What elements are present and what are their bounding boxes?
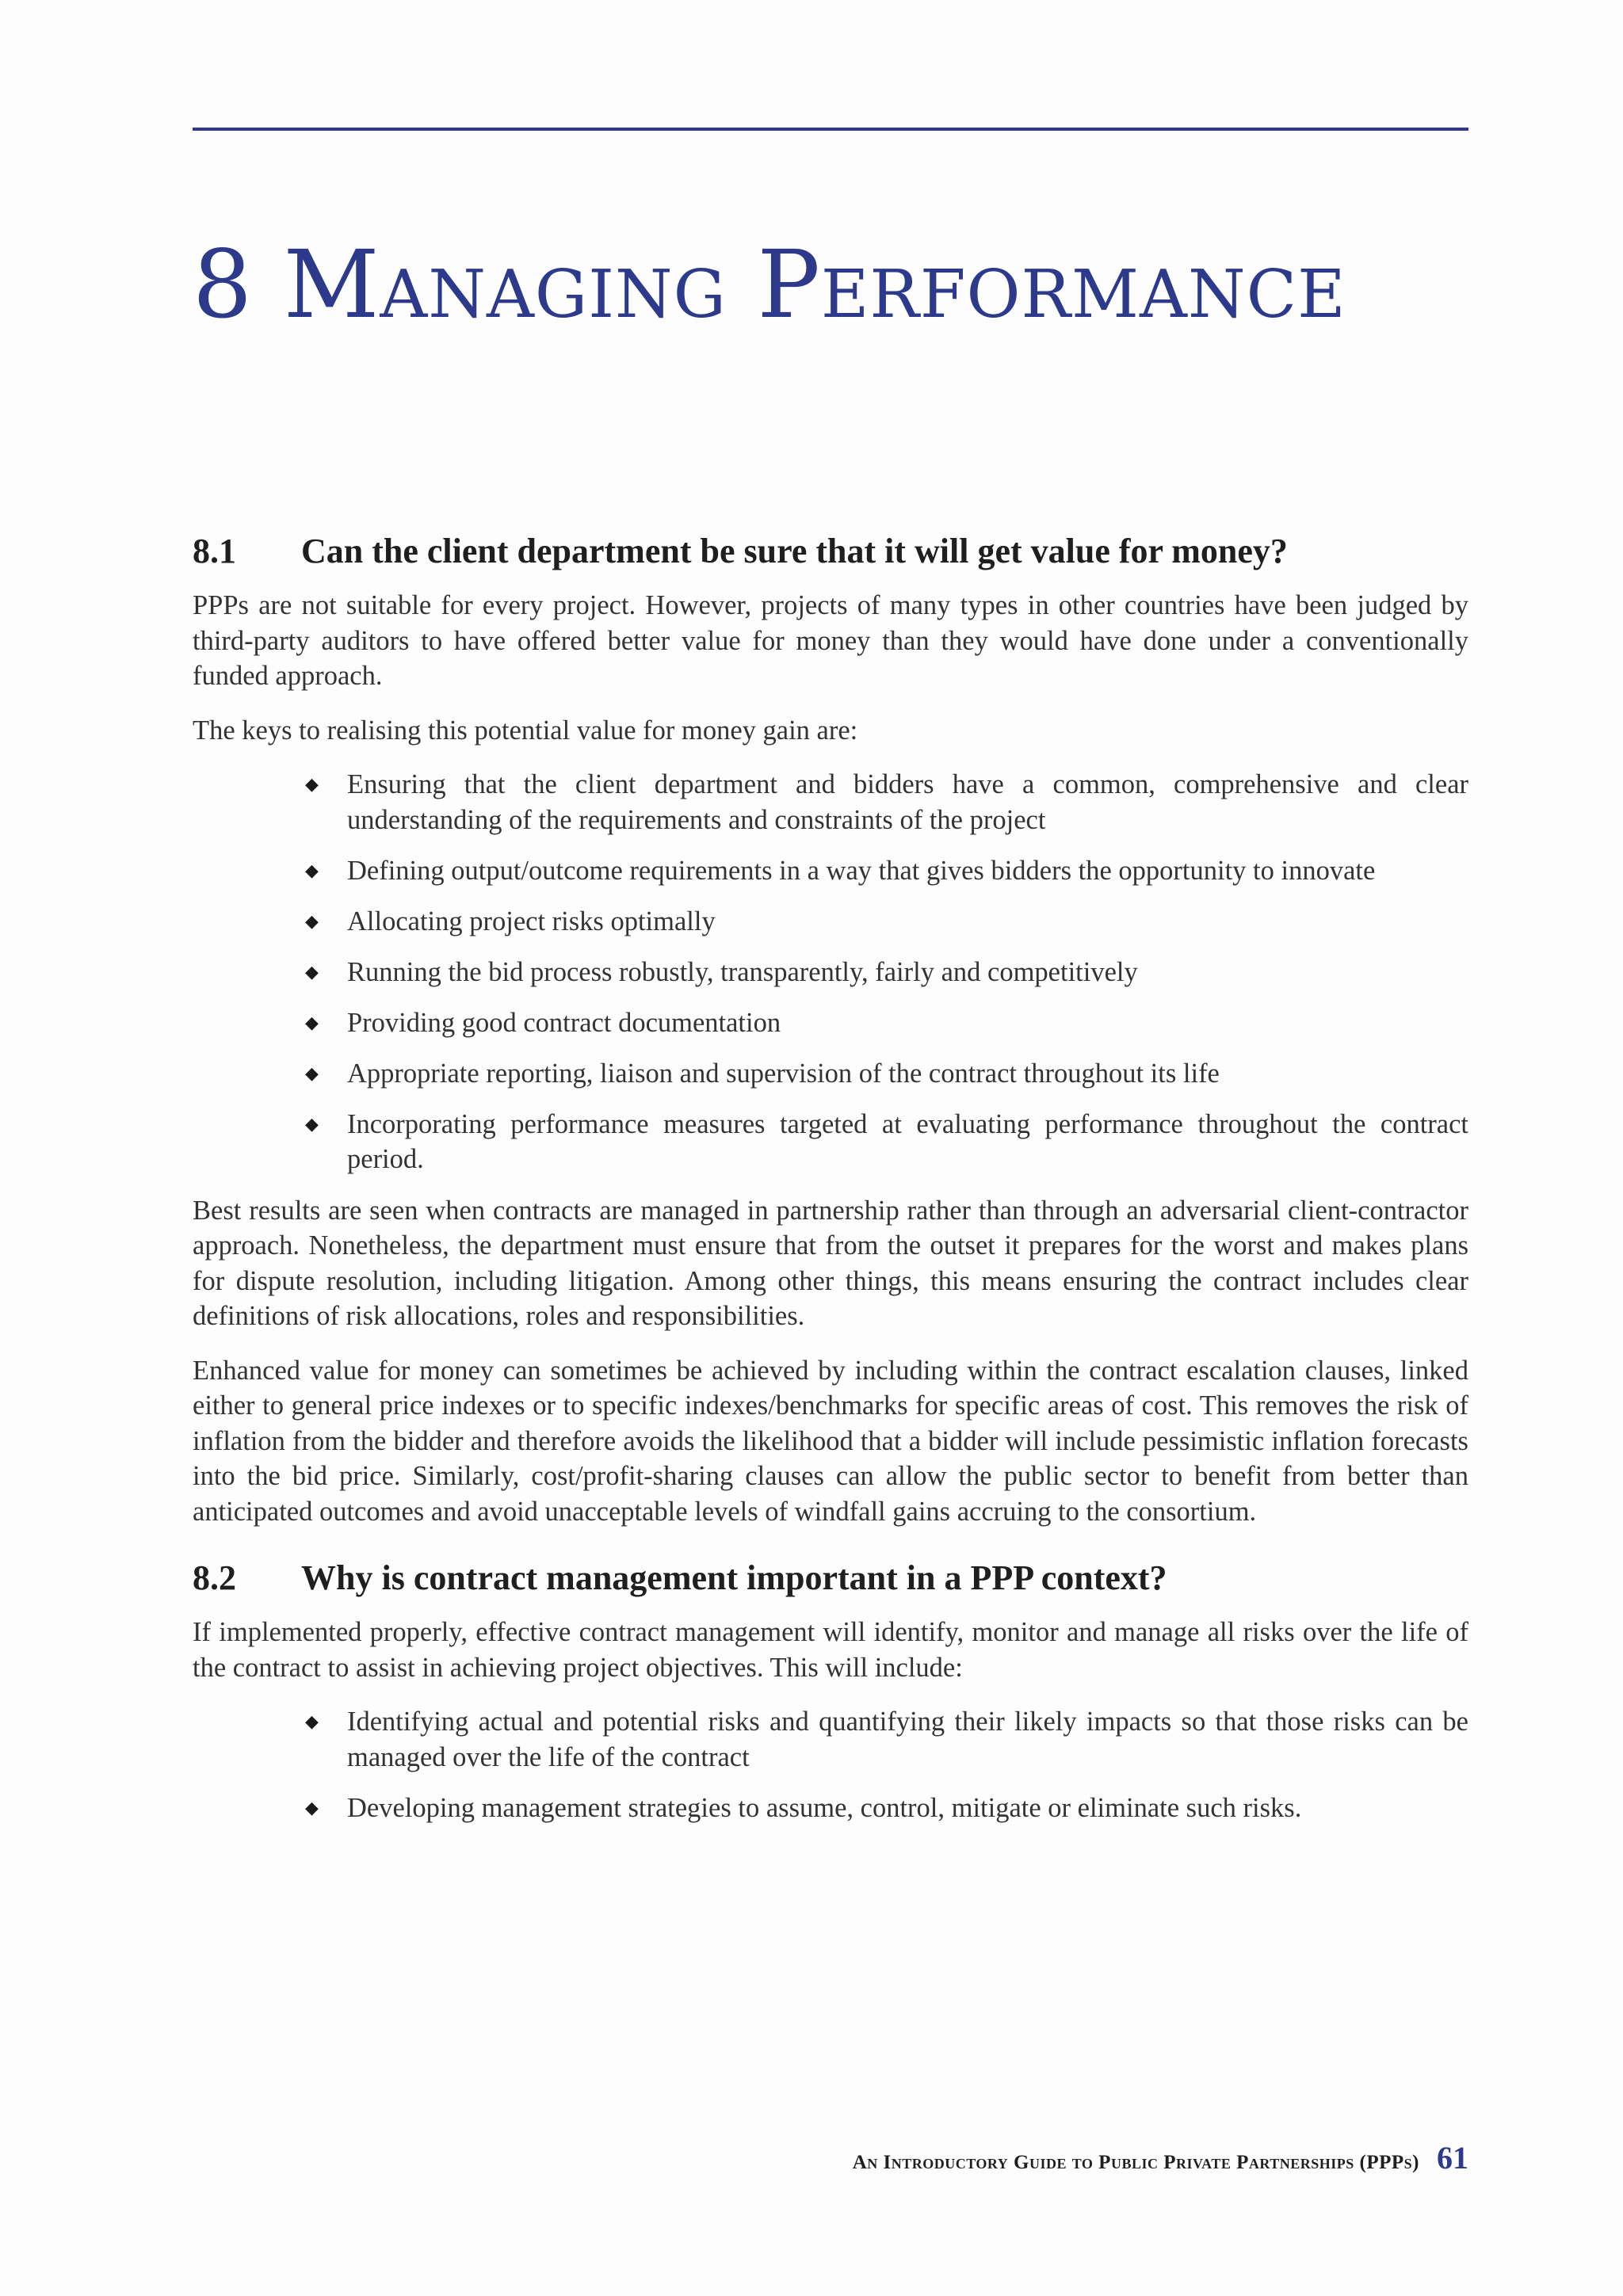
- section-heading: [193, 526, 1468, 577]
- list-item: [305, 1704, 1468, 1775]
- page-number: 61: [1437, 2140, 1468, 2176]
- content: [193, 526, 1468, 1841]
- diamond-bullet-icon: ◆: [305, 1711, 319, 1731]
- list-item: [305, 955, 1468, 990]
- top-rule: [193, 128, 1468, 131]
- section-8-1: [193, 526, 1468, 1529]
- diamond-bullet-icon: ◆: [305, 1113, 319, 1134]
- section-title: Can the client department be sure that it will get value for money?: [301, 532, 1288, 570]
- list-item-text: Ensuring that the client department and bidders have a common, comprehensive and clear understanding of the requirements and constraints of the project: [347, 769, 1468, 835]
- list-item: [305, 1005, 1468, 1041]
- list-item: [305, 1791, 1468, 1826]
- list-item: [305, 1107, 1468, 1177]
- bullet-list: [193, 1704, 1468, 1825]
- list-item-text: Allocating project risks optimally: [347, 906, 716, 936]
- section-number: 8.2: [193, 1558, 236, 1597]
- list-item-text: Running the bid process robustly, transparently, fairly and competitively: [347, 956, 1138, 987]
- section-title: Why is contract management important in a PPP context?: [301, 1558, 1167, 1597]
- list-item: [305, 1056, 1468, 1092]
- document-page: [193, 0, 1468, 2296]
- list-item-text: Identifying actual and potential risks and quantifying their likely impacts so that those risks can be managed over the life of the contract: [347, 1707, 1468, 1772]
- list-item: [305, 853, 1468, 889]
- section-8-2: [193, 1553, 1468, 1825]
- diamond-bullet-icon: ◆: [305, 1062, 319, 1083]
- list-item: [305, 904, 1468, 940]
- diamond-bullet-icon: ◆: [305, 1012, 319, 1032]
- paragraph: Enhanced value for money can sometimes be achieved by including within the contract escalation clauses, linked either to general price indexes or to specific indexes/benchmarks for specific areas of cost. This removes the risk of inflation from the bidder and therefore avoids the likelihood that a bidder will include pessimistic inflation forecasts into the bid price. Similarly, cost/profit-sharing clauses can allow the public sector to benefit from better than anticipated outcomes and avoid unacceptable levels of windfall gains accruing to the consortium.: [193, 1355, 1468, 1527]
- diamond-bullet-icon: ◆: [305, 860, 319, 880]
- diamond-bullet-icon: ◆: [305, 961, 319, 982]
- paragraph: PPPs are not suitable for every project. However, projects of many types in other countries have been judged by third-party auditors to have offered better value for money than they would have done under a conventionally funded approach.: [193, 590, 1468, 691]
- list-item-text: Defining output/outcome requirements in a way that gives bidders the opportunity to innovate: [347, 855, 1376, 886]
- diamond-bullet-icon: ◆: [305, 774, 319, 794]
- bullet-list: [193, 767, 1468, 1177]
- list-item-text: Developing management strategies to assume, control, mitigate or eliminate such risks.: [347, 1792, 1302, 1823]
- section-heading: [193, 1553, 1468, 1604]
- paragraph: If implemented properly, effective contract management will identify, monitor and manage all risks over the life of the contract to assist in achieving project objectives. This will include:: [193, 1617, 1468, 1683]
- list-item-text: Incorporating performance measures targeted at evaluating performance throughout the contract period.: [347, 1108, 1468, 1174]
- diamond-bullet-icon: ◆: [305, 1797, 319, 1817]
- diamond-bullet-icon: ◆: [305, 910, 319, 931]
- list-item-text: Appropriate reporting, liaison and supervision of the contract throughout its life: [347, 1058, 1220, 1089]
- section-number: 8.1: [193, 532, 236, 570]
- list-item: [305, 767, 1468, 837]
- page-footer: [853, 2139, 1468, 2176]
- paragraph: Best results are seen when contracts are managed in partnership rather than through an adversarial client-contractor approach. Nonetheless, the department must ensure that from the outset it prepares for the worst and makes plans for dispute resolution, including litigation. Among other things, this means ensuring the contract includes clear definitions of risk allocations, roles and responsibilities.: [193, 1195, 1468, 1331]
- list-item-text: Providing good contract documentation: [347, 1007, 781, 1038]
- paragraph: The keys to realising this potential value for money gain are:: [193, 715, 858, 746]
- chapter-title: 8 Managing Performance: [193, 230, 1346, 339]
- footer-guide-title: An Introductory Guide to Public Private Partnerships (PPPs): [852, 2152, 1419, 2173]
